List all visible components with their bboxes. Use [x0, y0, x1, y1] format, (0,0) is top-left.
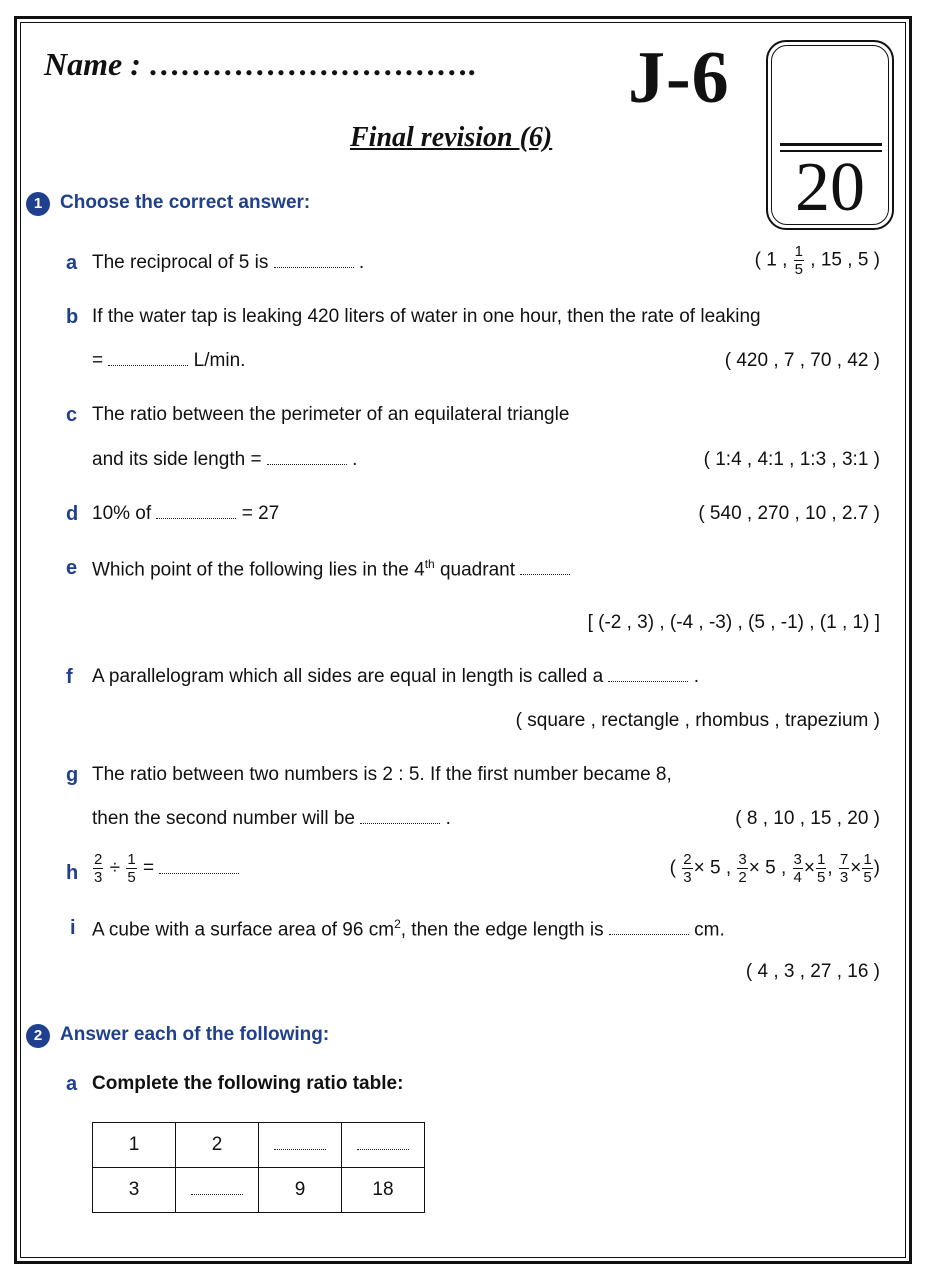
- numerator: 7: [839, 851, 849, 868]
- part-a-title: Complete the following ratio table:: [92, 1073, 404, 1094]
- times-sign: ×: [803, 857, 815, 879]
- question-g-end: .: [445, 808, 451, 829]
- denominator: 3: [683, 869, 692, 886]
- answer-blank[interactable]: [609, 920, 689, 935]
- question-e-prompt: Which point of the following lies in the 4: [92, 559, 425, 581]
- question-f-options: ( square , rectangle , rhombus , trapezium ): [515, 710, 880, 731]
- option-fraction: [682, 852, 692, 885]
- paren-open: (: [669, 857, 676, 879]
- option-fraction: [862, 852, 872, 885]
- option-fraction: [839, 852, 849, 885]
- option-prefix: ( 1 ,: [754, 249, 788, 271]
- table-row: [93, 1168, 425, 1213]
- times-sign: ×: [850, 857, 862, 879]
- question-d-options: ( 540 , 270 , 10 , 2.7 ): [698, 503, 880, 524]
- divide-sign: ÷: [109, 857, 121, 879]
- question-a-letter: a: [66, 252, 78, 274]
- section-2-number: 2: [26, 1024, 50, 1048]
- option-fraction: [737, 852, 747, 885]
- answer-blank[interactable]: [274, 253, 354, 268]
- numerator: 3: [793, 851, 802, 868]
- denominator: 4: [793, 869, 802, 886]
- score-total: 20: [795, 149, 865, 226]
- question-g-options: ( 8 , 10 , 15 , 20 ): [735, 808, 880, 829]
- equals-sign: =: [142, 857, 155, 879]
- question-f-prompt: A parallelogram which all sides are equal in length is called a: [92, 666, 604, 687]
- ratio-table: [92, 1122, 425, 1213]
- question-d-end: = 27: [241, 503, 280, 524]
- question-c-prompt: and its side length =: [92, 449, 262, 470]
- question-i-letter: i: [70, 917, 76, 939]
- table-cell-blank[interactable]: [342, 1123, 425, 1168]
- numerator: 2: [683, 851, 692, 868]
- table-cell: 3: [93, 1168, 176, 1213]
- question-a-end: .: [358, 252, 365, 273]
- question-a-text: [92, 252, 364, 274]
- table-cell: 18: [342, 1168, 425, 1213]
- fraction-two-thirds: [93, 852, 103, 885]
- answer-blank[interactable]: [520, 560, 570, 575]
- denominator: 3: [94, 869, 103, 886]
- question-e-text: [92, 557, 570, 581]
- question-g-line2: [92, 808, 451, 830]
- question-a-prompt: The reciprocal of 5 is: [92, 252, 269, 273]
- table-cell: 2: [176, 1123, 259, 1168]
- answer-blank[interactable]: [156, 504, 236, 519]
- question-f-letter: f: [66, 666, 73, 688]
- question-i-unit: cm.: [694, 919, 725, 941]
- option-fraction: [793, 852, 803, 885]
- question-h-options: [670, 852, 880, 885]
- denominator: 3: [839, 869, 849, 886]
- question-h-letter: h: [66, 862, 79, 884]
- question-h-expression: [92, 852, 239, 885]
- comma: ,: [827, 857, 833, 879]
- fraction-one-fifth: [794, 244, 804, 277]
- question-c-line2: [92, 449, 357, 471]
- answer-blank[interactable]: [108, 351, 188, 366]
- section-1-title: Choose the correct answer:: [60, 192, 311, 213]
- table-cell-blank[interactable]: [176, 1168, 259, 1213]
- answer-blank[interactable]: [191, 1182, 243, 1195]
- fraction-one-fifth: [126, 852, 136, 885]
- table-row: [93, 1123, 425, 1168]
- numerator: 3: [738, 851, 747, 868]
- part-a-letter: a: [66, 1073, 78, 1095]
- question-c-letter: c: [66, 404, 78, 426]
- question-i-options: ( 4 , 3 , 27 , 16 ): [745, 961, 880, 982]
- numerator: 2: [94, 851, 103, 868]
- question-g-prompt: then the second number will be: [92, 808, 355, 829]
- answer-blank[interactable]: [357, 1137, 409, 1150]
- table-cell-blank[interactable]: [259, 1123, 342, 1168]
- answer-blank[interactable]: [360, 809, 440, 824]
- answer-blank[interactable]: [608, 667, 688, 682]
- numerator: 1: [794, 243, 804, 260]
- option-suffix: , 15 , 5 ): [810, 249, 880, 271]
- question-e-options: [ (-2 , 3) , (-4 , -3) , (5 , -1) , (1 , 1) ]: [587, 612, 880, 633]
- question-c-end: .: [352, 449, 358, 470]
- question-a-options: [755, 244, 880, 277]
- denominator: 5: [794, 261, 804, 278]
- question-g-line1: The ratio between two numbers is 2 : 5. If the first number became 8,: [92, 764, 672, 785]
- paren-close: ): [873, 857, 880, 879]
- answer-blank[interactable]: [267, 450, 347, 465]
- name-field-label[interactable]: Name : ………………………….: [44, 46, 477, 82]
- denominator: 5: [127, 869, 136, 886]
- denominator: 2: [738, 869, 747, 886]
- table-cell: 9: [259, 1168, 342, 1213]
- numerator: 1: [863, 851, 872, 868]
- question-i-mid: , then the edge length is: [400, 919, 604, 941]
- question-d-text: [92, 503, 279, 525]
- score-fraction-bar: [780, 143, 882, 146]
- numerator: 1: [127, 851, 136, 868]
- question-b-equals: =: [92, 350, 104, 371]
- superscript-th: th: [424, 557, 435, 571]
- question-b-line1: If the water tap is leaking 420 liters of water in one hour, then the rate of leaking: [92, 306, 761, 327]
- question-b-line2: [92, 350, 245, 372]
- question-f-text: [92, 666, 699, 688]
- question-f-end: .: [693, 666, 700, 687]
- sheet-code: J-6: [628, 37, 730, 119]
- question-e-end: quadrant: [434, 559, 515, 581]
- denominator: 5: [863, 869, 872, 886]
- question-c-line1: The ratio between the perimeter of an equilateral triangle: [92, 404, 570, 425]
- question-d-letter: d: [66, 503, 79, 525]
- question-b-letter: b: [66, 306, 79, 328]
- numerator: 1: [816, 851, 826, 868]
- question-e-letter: e: [66, 557, 78, 579]
- answer-blank[interactable]: [274, 1137, 326, 1150]
- superscript-2: 2: [394, 917, 401, 931]
- question-b-options: ( 420 , 7 , 70 , 42 ): [724, 350, 880, 371]
- denominator: 5: [816, 869, 826, 886]
- option-2-tail: × 5 ,: [748, 857, 787, 879]
- question-i-prompt: A cube with a surface area of 96 cm: [92, 919, 395, 941]
- question-g-letter: g: [66, 764, 79, 786]
- section-1-number: 1: [26, 192, 50, 216]
- table-cell: 1: [93, 1123, 176, 1168]
- question-b-unit: L/min.: [193, 350, 246, 371]
- option-1-tail: × 5 ,: [693, 857, 732, 879]
- answer-blank[interactable]: [159, 859, 239, 874]
- section-2-title: Answer each of the following:: [60, 1024, 330, 1045]
- page-title: Final revision (6): [350, 122, 553, 153]
- question-i-text: [92, 917, 725, 941]
- question-d-prompt: 10% of: [92, 503, 152, 524]
- question-c-options: ( 1:4 , 4:1 , 1:3 , 3:1 ): [703, 449, 880, 470]
- option-fraction: [816, 852, 826, 885]
